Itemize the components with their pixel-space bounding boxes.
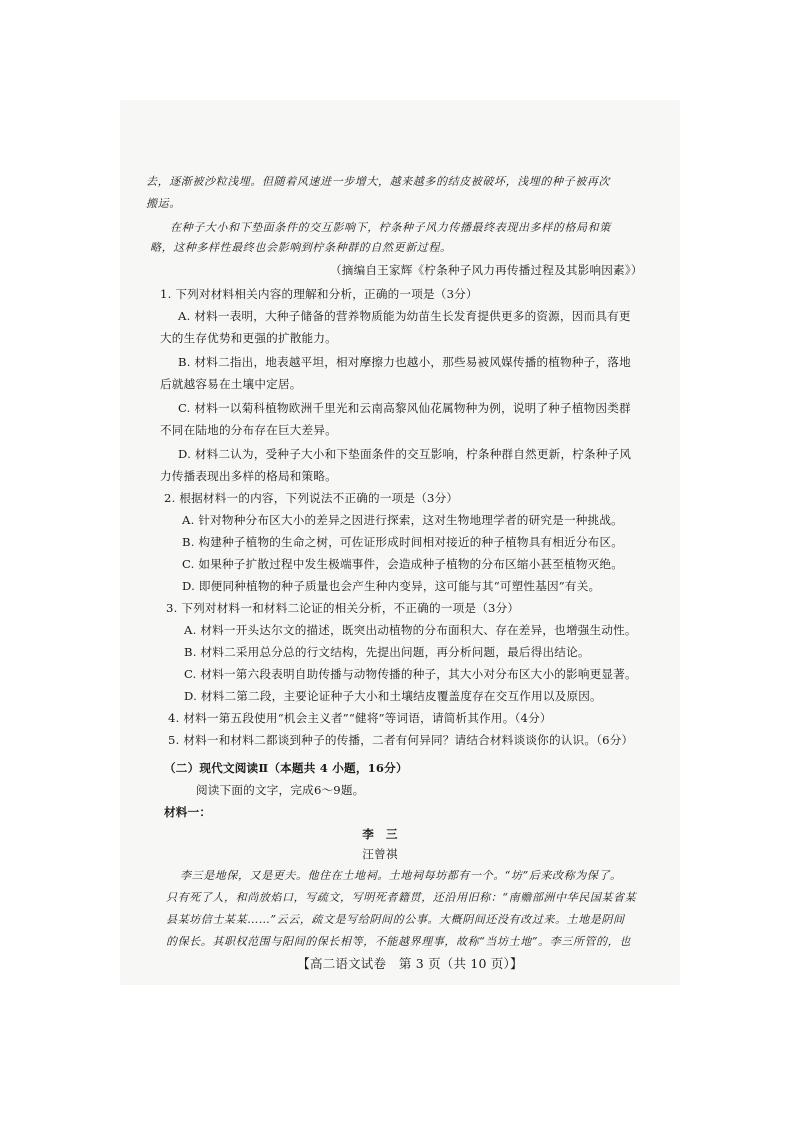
- q1-option-b-line1: B. 材料二指出，地表越平坦，相对摩擦力也越小，那些易被风媒传播的植物种子，落地: [178, 355, 631, 369]
- story-line-1: 李三是地保，又是更夫。他住在土地祠。土地祠每坊都有一个。“坊”后来改称为保了。: [180, 869, 622, 882]
- q1-option-c-line1: C. 材料一以菊科植物欧洲千里光和云南高黎风仙花属物种为例，说明了种子植物因类群: [178, 401, 631, 415]
- q1-option-a-line2: 大的生存优势和更强的扩散能力。: [160, 331, 337, 345]
- q3-option-a: A. 材料一开头达尔文的描述，既突出动植物的分布面积大、存在差异，也增强生动性。: [184, 623, 637, 637]
- q3-option-d: D. 材料二第二段，主要论证种子大小和土壤结皮覆盖度存在交互作用以及原因。: [184, 689, 602, 703]
- section-header: （二）现代文阅读Ⅱ（本题共 4 小题，16分）: [164, 761, 408, 775]
- story-line-4: 的保长。其职权范围与阳间的保长相等，不能越界理事，故称“当坊土地”。李三所管的，也: [166, 935, 631, 948]
- story-line-2: 只有死了人，和尚放焰口，写疏文，写明死者籍贯，还沿用旧称：“南赡部洲中华民国某省某: [166, 891, 637, 904]
- q2-option-c: C. 如果种子扩散过程中发生极端事件，会造成种子植物的分布区缩小甚至植物灭绝。: [182, 557, 624, 571]
- q1-option-d-line2: 力传播表现出多样的格局和策略。: [160, 469, 337, 483]
- question-4: 4. 材料一第五段使用“机会主义者”“健将”等词语，请简析其作用。（4分）: [168, 711, 552, 725]
- q3-option-c: C. 材料一第六段表明自助传播与动物传播的种子，其大小对分布区大小的影响更显著。: [184, 667, 637, 681]
- story-author: 汪曾祺: [362, 847, 398, 861]
- question-5: 5. 材料一和材料二都谈到种子的传播，二者有何异同？请结合材料谈谈你的认识。（6分）: [168, 733, 634, 747]
- story-line-3: 县某坊信士某某……”云云，疏文是写给阴间的公事。大概阴间还没有改过来。土地是阴间: [166, 913, 625, 926]
- q3-option-b: B. 材料二采用总分总的行文结构，先提出问题，再分析问题，最后得出结论。: [184, 645, 590, 659]
- q1-option-a-line1: A. 材料一表明，大种子储备的营养物质能为幼苗生长发育提供更多的资源，因而具有更: [178, 309, 631, 323]
- q1-option-d-line1: D. 材料二认为，受种子大小和下垫面条件的交互影响，柠条种群自然更新，柠条种子风: [178, 447, 632, 461]
- source-note: （摘编自王家辉《柠条种子风力再传播过程及其影响因素》）: [330, 263, 643, 277]
- q1-option-c-line2: 不同在陆地的分布存在巨大差异。: [160, 423, 337, 437]
- q2-option-a: A. 针对物种分布区大小的差异之因进行探索，这对生物地理学者的研究是一种挑战。: [182, 513, 623, 527]
- q1-option-b-line2: 后就越容易在土壤中定居。: [160, 377, 302, 391]
- story-title: 李 三: [362, 827, 398, 841]
- question-3-stem: 3. 下列对材料一和材料二论证的相关分析，不正确的一项是（3分）: [166, 601, 520, 615]
- question-2-stem: 2. 根据材料一的内容，下列说法不正确的一项是（3分）: [164, 491, 459, 505]
- q2-option-b: B. 构建种子植物的生命之树，可佐证形成时间相对接近的种子植物具有相近分布区。: [182, 535, 624, 549]
- section-instruction: 阅读下面的文字，完成6～9题。: [196, 783, 365, 797]
- question-1-stem: 1. 下列对材料相关内容的理解和分析，正确的一项是（3分）: [160, 287, 478, 301]
- intro-line-3: 在种子大小和下垫面条件的交互影响下，柠条种子风力传播最终表现出多样的格局和策: [170, 221, 611, 234]
- page-footer: 【高二语文试卷 第 3 页（共 10 页）】: [297, 956, 523, 971]
- q2-option-d: D. 即便同种植物的种子质量也会产生种内变异，这可能与其“可塑性基因”有关。: [182, 579, 601, 593]
- intro-line-2: 搬运。: [146, 197, 181, 210]
- intro-line-4: 略，这种多样性最终也会影响到柠条种群的自然更新过程。: [150, 241, 452, 254]
- material-label: 材料一：: [164, 805, 212, 819]
- intro-line-1: 去，逐渐被沙粒浅埋。但随着风速进一步增大，越来越多的结皮被破坏，浅埋的种子被再次: [146, 175, 610, 188]
